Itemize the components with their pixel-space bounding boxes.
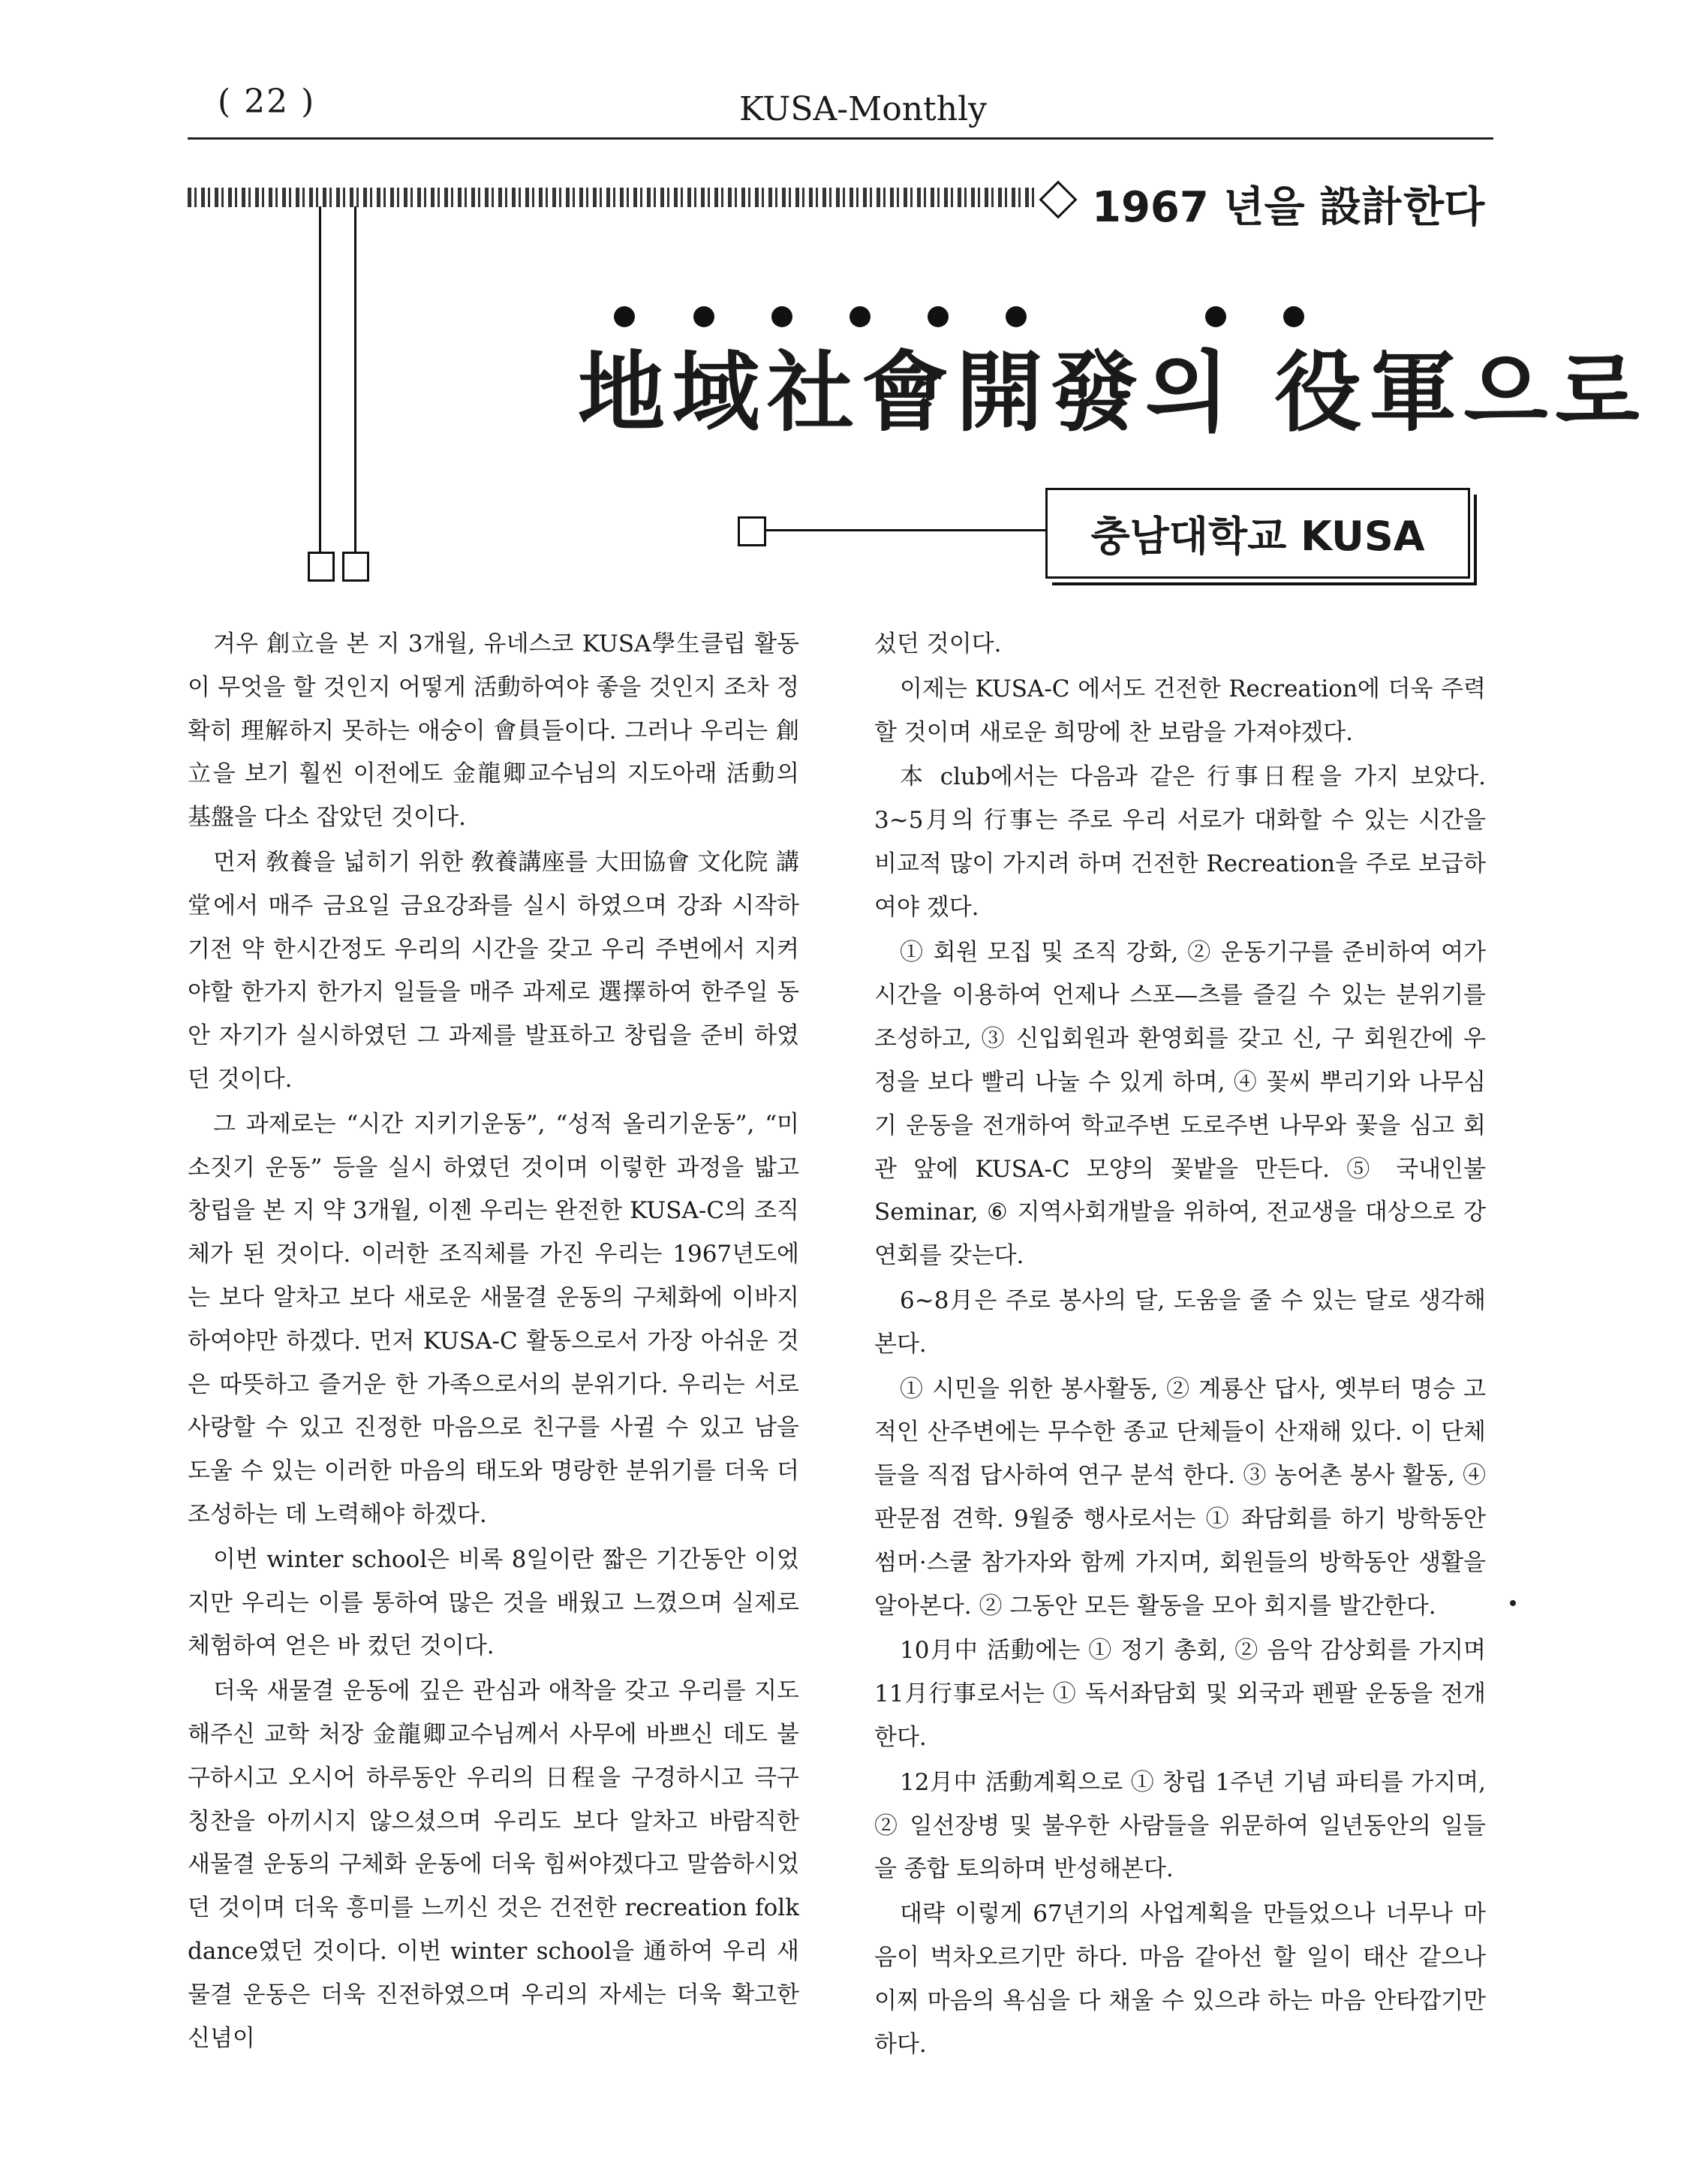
paragraph: 먼저 敎養을 넓히기 위한 敎養講座를 大田協會 文化院 講堂에서 매주 금요일 금요강좌를 실시 하였으며 강좌 시작하기전 약 한시간정도 우리의 시간을 갖고 우리 주변에서 지켜야할 한가지 한가지 일들을 매주 과제로 選擇하여 한주일 동안 자기가 실시하였던 그 과제를 발표하고 창립을 준비 하였던 것이다. xyxy=(188,848,799,1093)
paragraph: ① 시민을 위한 봉사활동, ② 계룡산 답사, 옛부터 명승 고적인 산주변에는 무수한 종교 단체들이 산재해 있다. 이 단체들을 직접 답사하여 연구 분석 한다. ③ 농어촌 봉사 활동, ④ 판문점 견학. 9월중 행사로서는 ① 좌담회를 하기 방학동안 썸머·스쿨 참가자와 함께 가지며, 회원들의 방학동안 생활을 알아본다. ② 그동안 모든 활동을 모아 회지를 발간한다. xyxy=(874,1375,1486,1620)
decorative-vertical-line xyxy=(354,206,356,552)
header-rule xyxy=(188,137,1493,140)
page-number: ( 22 ) xyxy=(218,83,316,121)
paragraph: 그 과제로는 “시간 지키기운동”, “성적 올리기운동”, “미소짓기 운동” 등을 실시 하였던 것이며 이렇한 과정을 밟고 창립을 본 지 약 3개월, 이젠 우리는 완전한 KUSA-C의 조직체가 된 것이다. 이러한 조직체를 가진 우리는 1967년도에는 보다 알차고 보다 새로운 새물결 운동의 구체화에 이바지하여야만 하겠다. 먼저 KUSA-C 활동으로서 가장 아쉬운 것은 따뜻하고 즐거운 한 가족으로서의 분위기다. 우리는 서로 사랑할 수 있고 진정한 마음으로 친구를 사귈 수 있고 남을 도울 수 있는 이러한 마음의 태도와 명랑한 분위기를 더욱 더 조성하는 데 노력해야 하겠다. xyxy=(188,1110,799,1528)
paragraph: 섰던 것이다. xyxy=(874,630,1002,657)
decorative-vertical-line xyxy=(319,206,321,552)
paragraph: 겨우 創立을 본 지 3개월, 유네스코 KUSA學生클립 활동이 무엇을 할 것인지 어떻게 活動하여야 좋을 것인지 조차 정확히 理解하지 못하는 애숭이 會員들이다. 그러나 우리는 創立을 보기 훨씬 이전에도 金龍卿교수님의 지도아래 活動의 基盤을 다소 잡았던 것이다. xyxy=(188,630,799,832)
decorative-square-icon xyxy=(738,516,766,546)
byline-text: 충남대학교 KUSA xyxy=(1090,513,1425,560)
article-title: 地域社會開發의 役軍으로 xyxy=(578,341,1647,444)
paragraph: 12月中 活動계획으로 ① 창립 1주년 기념 파티를 가지며, ② 일선장병 및 불우한 사람들을 위문하여 일년동안의 일들을 종합 토의하며 반성해본다. xyxy=(874,1768,1486,1883)
right-column xyxy=(874,623,1486,2066)
decorative-square-icon xyxy=(342,552,369,582)
series-heading: 1967 년을 設計한다 xyxy=(1092,183,1485,232)
paragraph: 10月中 活動에는 ① 정기 총회, ② 음악 감상회를 가지며 11月行事로서는 ① 독서좌담회 및 외국과 펜팔 운동을 전개한다. xyxy=(874,1637,1486,1751)
connector-line xyxy=(765,529,1047,531)
diamond-icon xyxy=(1039,181,1078,219)
paragraph: 이제는 KUSA-C 에서도 건전한 Recreation에 더욱 주력할 것이며 새로운 희망에 찬 보람을 가져야겠다. xyxy=(874,675,1486,746)
paragraph: 6~8月은 주로 봉사의 달, 도움을 줄 수 있는 달로 생각해본다. xyxy=(874,1286,1486,1358)
paragraph: 이번 winter school은 비록 8일이란 짧은 기간동안 이었지만 우리는 이를 통하여 많은 것을 배웠고 느꼈으며 실제로 체험하여 얻은 바 컸던 것이다. xyxy=(188,1545,799,1660)
paragraph: 대략 이렇게 67년기의 사업계획을 만들었으나 너무나 마음이 벅차오르기만 하다. 마음 같아선 할 일이 태산 같으나 이찌 마음의 욕심을 다 채울 수 있으랴 하는 마음 안타깝기만 하다. xyxy=(874,1900,1486,2058)
byline xyxy=(1045,488,1470,579)
paragraph: 더욱 새물결 운동에 깊은 관심과 애착을 갖고 우리를 지도해주신 교학 처장 金龍卿교수님께서 사무에 바쁘신 데도 불구하시고 오시어 하루동안 우리의 日程을 구경하시고 극구 칭찬을 아끼시지 않으셨으며 우리도 보다 알차고 바람직한 새물결 운동의 구체화 운동에 더욱 힘써야겠다고 말씀하시었던 것이며 더욱 흥미를 느끼신 것은 건전한 recreation folk dance였던 것이다. 이번 winter school을 通하여 우리 새물결 운동은 더욱 진전하였으며 우리의 자세는 더욱 확고한 신념이 xyxy=(188,1677,799,2052)
paragraph: ① 회원 모집 및 조직 강화, ② 운동기구를 준비하여 여가시간을 이용하여 언제나 스포—츠를 즐길 수 있는 분위기를 조성하고, ③ 신입회원과 환영회를 갖고 신, 구 회원간에 우정을 보다 빨리 나눌 수 있게 하며, ④ 꽃씨 뿌리기와 나무심기 운동을 전개하여 학교주변 도로주변 나무와 꽃을 심고 회관 앞에 KUSA-C 모양의 꽃밭을 만든다. ⑤ 국내인불 Seminar, ⑥ 지역사회개발을 위하여, 전교생을 대상으로 강연회를 갖는다. xyxy=(874,938,1486,1270)
decorative-square-icon xyxy=(308,552,335,582)
left-column xyxy=(188,623,799,2060)
ornament-band xyxy=(188,188,1034,207)
print-speck xyxy=(1510,1600,1516,1606)
running-title: KUSA-Monthly xyxy=(739,90,987,128)
paragraph: 本 club에서는 다음과 같은 行事日程을 가지 보았다. 3~5月의 行事는 주로 우리 서로가 대화할 수 있는 시간을 비교적 많이 가지려 하며 건전한 Recreation을 주로 보급하여야 겠다. xyxy=(874,763,1486,921)
